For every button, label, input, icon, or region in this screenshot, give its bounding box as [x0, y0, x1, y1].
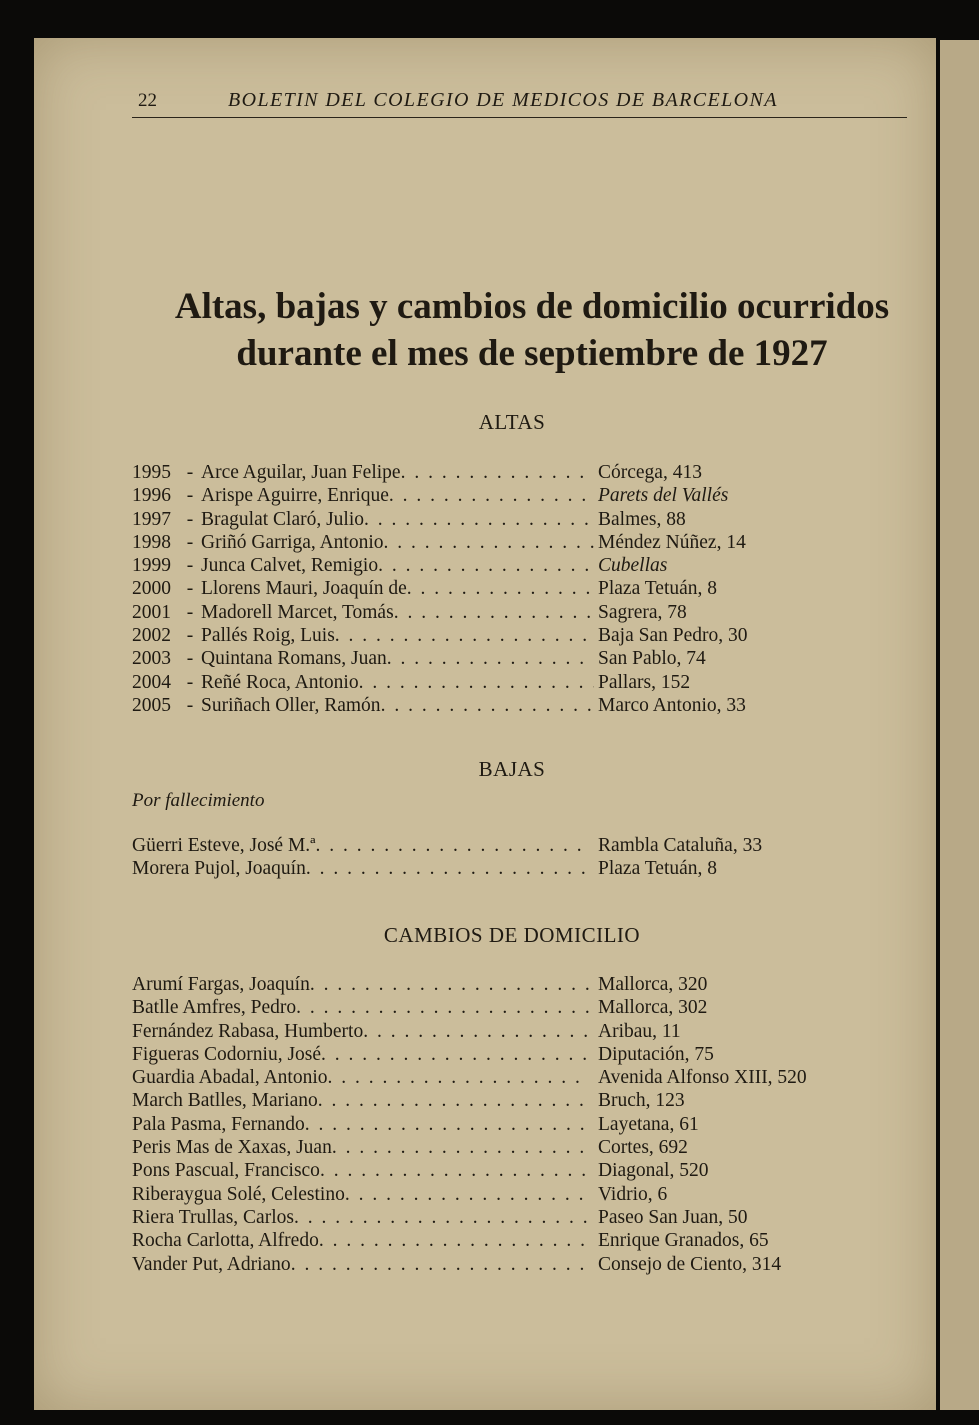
member-name: Reñé Roca, Antonio . . .: [201, 671, 594, 694]
member-name: Quintana Romans, Juan . . .: [201, 647, 594, 670]
member-name: Arumí Fargas, Joaquín . . .: [132, 973, 590, 996]
page-title: [132, 283, 932, 377]
member-address: Paseo San Juan, 50: [594, 1206, 748, 1229]
member-name: Guardia Abadal, Antonio . . .: [132, 1066, 590, 1089]
adjacent-page-edge: [940, 40, 979, 1410]
member-name: Bragulat Claró, Julio . . .: [201, 508, 594, 531]
list-item: [132, 996, 902, 1019]
member-name: Rocha Carlotta, Alfredo . . .: [132, 1229, 590, 1252]
running-header: BOLETIN DEL COLEGIO DE MEDICOS DE BARCELONA: [228, 89, 778, 111]
member-name: Llorens Mauri, Joaquín de . . .: [201, 577, 594, 600]
member-name: Morera Pujol, Joaquín . . .: [132, 857, 590, 880]
separator-dash: -: [186, 462, 194, 483]
separator-dash: -: [186, 601, 194, 623]
member-address: Diagonal, 520: [594, 1159, 708, 1182]
list-item: [132, 461, 902, 484]
member-address: Mallorca, 320: [594, 973, 707, 996]
member-number: 1997: [132, 508, 171, 530]
member-name: Pons Pascual, Francisco . . .: [132, 1159, 590, 1182]
list-item: [132, 1159, 902, 1182]
member-name: March Batlles, Mariano . . .: [132, 1089, 590, 1112]
member-address: Plaza Tetuán, 8: [594, 857, 717, 880]
list-item: [132, 647, 902, 670]
member-name: Güerri Esteve, José M.ª . . .: [132, 834, 590, 857]
member-name: Suriñach Oller, Ramón . . .: [201, 694, 594, 717]
member-address: Marco Antonio, 33: [594, 694, 746, 717]
member-address: Baja San Pedro, 30: [594, 624, 747, 647]
member-number: 2004: [132, 671, 171, 693]
separator-dash: -: [186, 694, 194, 716]
title-line-2: durante el mes de septiembre de 1927: [236, 333, 828, 374]
member-name: Arce Aguilar, Juan Felipe . . .: [201, 461, 594, 484]
member-name: Griñó Garriga, Antonio . . .: [201, 531, 594, 554]
list-item: [132, 554, 902, 577]
list-item: [132, 1113, 902, 1136]
list-item: [132, 1089, 902, 1112]
list-item: [132, 973, 902, 996]
separator-dash: -: [186, 485, 194, 507]
member-number: 2001: [132, 601, 171, 623]
member-name: Arispe Aguirre, Enrique . . .: [201, 484, 594, 507]
member-address: Plaza Tetuán, 8: [594, 577, 717, 600]
member-address: Balmes, 88: [594, 508, 686, 531]
member-number: 1995: [132, 462, 171, 483]
document-page: [34, 38, 936, 1410]
member-address: Rambla Cataluña, 33: [594, 834, 762, 857]
altas-heading: ALTAS: [478, 410, 546, 434]
list-item: [132, 508, 902, 531]
member-address: Vidrio, 6: [594, 1183, 667, 1206]
member-name: Pallés Roig, Luis . . .: [201, 624, 594, 647]
member-number: 2000: [132, 578, 171, 600]
list-item: [132, 1206, 902, 1229]
list-item: [132, 1066, 902, 1089]
separator-dash: -: [186, 648, 194, 670]
altas-list: [132, 461, 902, 717]
member-address: Aribau, 11: [594, 1020, 681, 1043]
member-name: Fernández Rabasa, Humberto . . .: [132, 1020, 590, 1043]
list-item: [132, 1183, 902, 1206]
member-number: 2005: [132, 694, 171, 716]
member-address: San Pablo, 74: [594, 647, 706, 670]
member-address: Layetana, 61: [594, 1113, 699, 1136]
member-number: 1996: [132, 485, 171, 507]
member-number: 2003: [132, 648, 171, 670]
separator-dash: -: [186, 508, 194, 530]
header-rule: [132, 117, 907, 118]
list-item: [132, 1043, 902, 1066]
member-name: Batlle Amfres, Pedro . . .: [132, 996, 590, 1019]
list-item: [132, 857, 902, 880]
member-address: Méndez Núñez, 14: [594, 531, 746, 554]
member-name: Pala Pasma, Fernando . . .: [132, 1113, 590, 1136]
separator-dash: -: [186, 625, 194, 647]
separator-dash: -: [186, 555, 194, 577]
list-item: [132, 1229, 902, 1252]
page-number: 22: [138, 90, 157, 111]
title-line-1: Altas, bajas y cambios de domicilio ocurridos: [174, 286, 890, 327]
member-name: Peris Mas de Xaxas, Juan . . .: [132, 1136, 590, 1159]
list-item: [132, 484, 902, 507]
separator-dash: -: [186, 531, 194, 553]
list-item: [132, 671, 902, 694]
member-address: Consejo de Ciento, 314: [594, 1253, 781, 1276]
member-address: Diputación, 75: [594, 1043, 714, 1066]
member-number: 2002: [132, 625, 171, 647]
list-item: [132, 1253, 902, 1276]
bajas-list: [132, 834, 902, 881]
member-address: Pallars, 152: [594, 671, 690, 694]
list-item: [132, 531, 902, 554]
member-address: Mallorca, 302: [594, 996, 707, 1019]
separator-dash: -: [186, 578, 194, 600]
member-address: Avenida Alfonso XIII, 520: [594, 1066, 807, 1089]
bajas-subheading: Por fallecimiento: [132, 790, 265, 811]
member-address: Bruch, 123: [594, 1089, 685, 1112]
member-address: Sagrera, 78: [594, 601, 687, 624]
list-item: [132, 694, 902, 717]
member-name: Junca Calvet, Remigio . . .: [201, 554, 594, 577]
list-item: [132, 834, 902, 857]
member-address: Enrique Granados, 65: [594, 1229, 769, 1252]
separator-dash: -: [186, 671, 194, 693]
member-address: Parets del Vallés: [594, 484, 728, 507]
list-item: [132, 1136, 902, 1159]
member-name: Madorell Marcet, Tomás . . .: [201, 601, 594, 624]
member-name: Vander Put, Adriano . . .: [132, 1253, 590, 1276]
cambios-list: [132, 973, 902, 1276]
member-address: Córcega, 413: [594, 461, 702, 484]
member-address: Cortes, 692: [594, 1136, 688, 1159]
member-number: 1998: [132, 531, 171, 553]
list-item: [132, 624, 902, 647]
member-address: Cubellas: [594, 554, 667, 577]
cambios-heading: CAMBIOS DE DOMICILIO: [383, 923, 641, 947]
member-name: Figueras Codorniu, José . . .: [132, 1043, 590, 1066]
member-name: Riera Trullas, Carlos . . .: [132, 1206, 590, 1229]
bajas-heading: BAJAS: [478, 757, 546, 781]
member-name: Riberaygua Solé, Celestino . . .: [132, 1183, 590, 1206]
list-item: [132, 1020, 902, 1043]
list-item: [132, 601, 902, 624]
list-item: [132, 577, 902, 600]
member-number: 1999: [132, 555, 171, 577]
